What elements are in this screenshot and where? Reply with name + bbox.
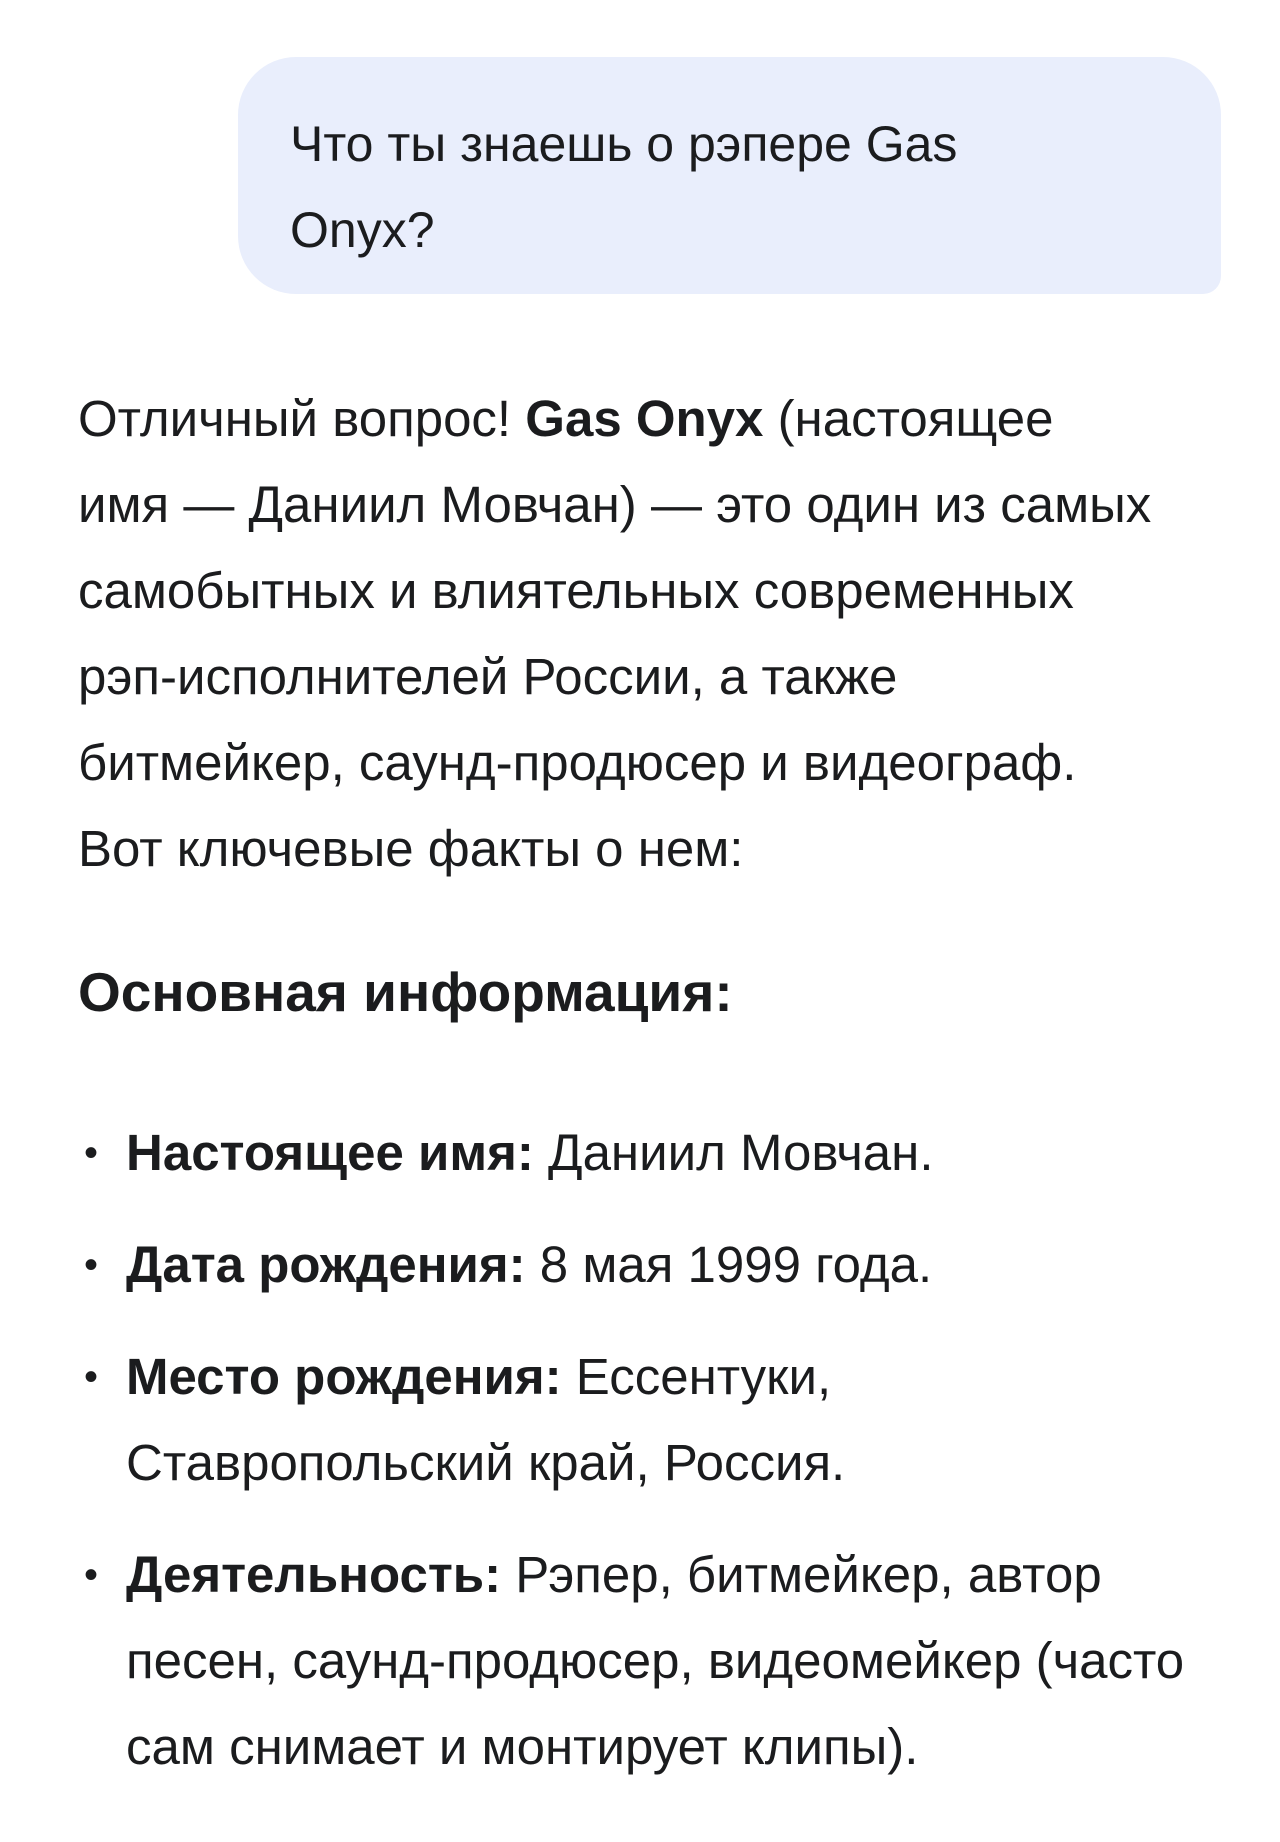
fact-label: Деятельность: xyxy=(126,1546,502,1603)
intro-text-start: Отличный вопрос! xyxy=(78,390,526,447)
bullet-icon: • xyxy=(84,1355,99,1399)
bullet-icon: • xyxy=(84,1131,99,1175)
bullet-icon: • xyxy=(84,1243,99,1287)
fact-label: Дата рождения: xyxy=(126,1236,526,1293)
fact-value: Рэпер, битмейкер, автор песен, саунд-продюсер, видеомейкер (часто сам снимает и монтирует клипы). xyxy=(126,1546,1185,1775)
intro-text-rest: (настоящее имя — Даниил Мовчан) — это один из самых самобытных и влиятельных современных рэп-исполнителей России, а также битмейкер, саунд-продюсер и видеограф. Вот ключевые факты о нем: xyxy=(78,390,1152,877)
user-message-bubble xyxy=(238,57,1221,294)
facts-list xyxy=(78,1110,1218,1816)
fact-value: 8 мая 1999 года. xyxy=(525,1236,933,1293)
list-item xyxy=(78,1110,1218,1196)
intro-artist-name: Gas Onyx xyxy=(525,390,764,447)
assistant-intro-paragraph xyxy=(78,376,1158,892)
bullet-icon: • xyxy=(84,1553,99,1597)
list-item xyxy=(78,1222,1218,1308)
fact-value: Даниил Мовчан. xyxy=(533,1124,934,1181)
fact-value: Ессентуки, Ставропольский край, Россия. xyxy=(126,1348,846,1491)
list-item xyxy=(78,1532,1218,1790)
section-heading: Основная информация: xyxy=(78,961,733,1023)
fact-label: Настоящее имя: xyxy=(126,1124,534,1181)
list-item xyxy=(78,1334,1218,1506)
fact-label: Место рождения: xyxy=(126,1348,562,1405)
user-message-text: Что ты знаешь о рэпере Gas Onyx? xyxy=(290,116,958,258)
assistant-message xyxy=(78,376,1218,1775)
